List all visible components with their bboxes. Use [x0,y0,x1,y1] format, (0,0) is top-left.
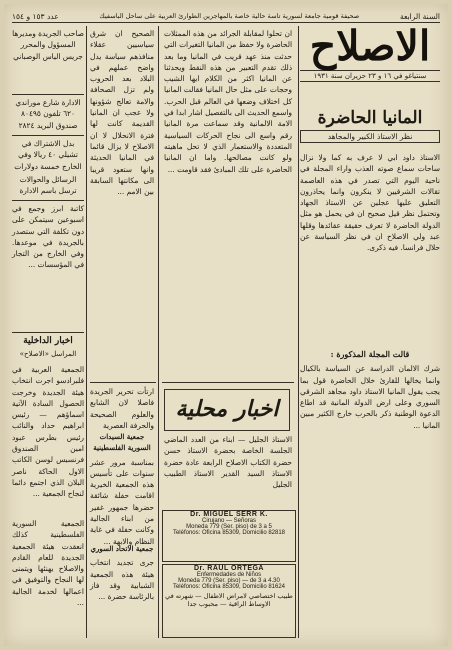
divider [12,135,84,136]
volume-label: السنة الرابعة [399,11,440,21]
domestic-news-body: الجمعية العربية في فلبرادسو اجرت انتخاب هيئة الجديدة وخرجت الحصول السادة الآتية اسماؤهم — رئيس ابراهيم حداد والنائب رئيس بطرس عبود امين الصندوق فرنسيس لوسن الكاتب الاول الحاكة ناصر البلان الذي اجتمع دائما لنجاح الجمعية ... [12,365,84,499]
editorial-note: ارتأت تحرير الجريدة فاصلا لان الشابع والعلوم الصحيحة والحرفة العصرية [90,387,154,430]
doctor-ad-serr: Dr. MIGUEL SERR K. Cirujano — Señoras Moneda 779 (Ser. piso) de 3 a 5 Teléfonos: Oficina 85309, Domicilio 82818 [162,510,296,562]
column-divider [158,26,159,638]
divider [90,382,156,383]
lead-headline: المانيا الحاضرة [317,108,423,128]
publisher-info: صاحب الجريدة ومديرها المسؤول والمحرر جريس الياس الوصباني [12,29,84,61]
masthead [300,24,440,104]
doctor-ad-ortega: Dr. RAUL ORTEGA Enfermedades de Niños Moneda 779 (Ser. piso) — de 3 a 4.30 Teléfonos: Oficina 85309, Domicilio 81624 طبيب اختصاصي لامراض الاطفال — شهرته في الاوساط الراقية — محبوب جدا [162,564,296,638]
lead-subtitle: نظر الاستاذ الكبير والمجاهد [300,130,440,143]
left-article-body: الصحيح ان شرق سياسيين عقلاء منافذهم سياسة يدل واضح عملهم في البلاد بعد الحروب ولم تزل الصحافة والامة تعالج شؤونها ولا عجب ان المانيا القديمة كانت لها فترة الانحلال لا ان الاصلاح لا يزال قائما في المانيا الحديثة وانها ستعود قريبا الى مكانتها السابقة بين الامم ... [90,29,154,197]
divider [12,94,84,95]
subscription-rates: بدل الاشتراك في تشيلي ٤٠ ريالا وفي الخارج خمسة دولارات [14,139,82,171]
divider [162,382,294,383]
issue-number: عدد ١٥٣ و ١٥٤ [12,11,59,21]
divider [12,200,84,201]
ladies-society-article: جمعية السيدات السورية الفلسطينية بمناسبة مرور عشر سنوات على تأسيس هذه الجمعية الخيرية اقامت حفلة شائقة حضرها جمهور غفير من ابناء الجالية وكانت حفلة في غاية النظام والابهة ... [90,432,154,546]
quote-heading: قالت المجلة المذكورة : [330,349,410,359]
column-divider [298,26,299,638]
lead-article-continued: قالت المجلة المذكورة : شرك الالمان الدراسة عن السياسة بالكيال وانما يخالها للقارئ خلال الحاضرة قول بما يجب يقول المانيا الاستاذ داود مجاهد الشرقي السوري وعلى ارض الدولة المانية قد اطاع الدعوة الوطنية ذكر بالحرب خارج الكثير مبين المانيا ... [300,349,440,430]
notice-text: كاتبة ابرز وجمع في اسبوعين سيتمكن على دون تكلفة التي ستصدر بالجريدة في موعدها. وفي الخارج من التجار في المؤسسات ... [12,204,84,270]
domestic-news-body-2: الجمعية السورية الفلسطينية كذلك انعقدت هيئة الجمعية الجديدة للعام القادم والاصلاح يهنئها ويتمنى لها النجاح والتوفيق في اعمالها لخدمة الجالية ... [12,519,84,608]
correspondent-label: المراسل «الاصلاح» [19,350,77,358]
union-society-article: جمعية الاتحاد السوري جرى تجديد انتخاب هيئة هذه الجمعية الشبابية وقد فاز بالرئاسة حضرة ... [90,544,154,602]
middle-article-body: ان تحلوا لمقابلة الجرائد من هذه الممثلات الحاضرة ولا حفظ من المانيا التغيرات التي حدثت منذ عهد قريب في المانيا وما بعد ذلك تقدم التعبير من هذه النقط ويحدثنا عن المانيا اكثر من الكلام ايها الشيب وحجات على مثل حال المانيا فقالت المانيا كل اختلاف وضعها في العالم قبل الحرب. واسمع الحديث الى بالتفصيل اشار ابدا في الامة الالمانية وقد سماعت مرة المانيا رقم واسع الى نجاح الحركات السياسية المتعددة والاستعمار الذي لا تحل ماهيته ولو كانت مصالحها. واما ان المانيا الحاضرة على تلك المبادئ فقد قاومت ... [164,29,292,174]
remittance-note: الرسائل والحوالات ترسل باسم الادارة [19,175,77,196]
local-news-body: الاستاذ الجليل — ابناء من العدد الماضي الجلسة الخاصة بحضرة الاستاذ حسن حضرة الكتاب الاصلاح الرابعة عادة حضرة الاستاذ السيد القدير الاستاذ الطبيب الجليل [164,435,292,490]
tagline: صحيفة قومية جامعة لسورية تاسة حالية خاصة بالمهاجرين الطوارئ العربية على ساحل الباسفيك [99,12,360,20]
office-address: الادارة شارع موراندي ٦٢٠ تلفون ٨٠٤٩٥ صندوق البريد ٢٨٢٤ [15,98,81,130]
lead-article-header [300,108,440,143]
column-divider [86,26,87,638]
newspaper-page [4,4,448,646]
lead-article-body: الاستاذ داود ابي لا عرف به كما ولا نزال ساحات سماع صوته العذب واراء المجلة في ناحية اليوم التي تصدر في هذه العاصمة تقالات الشرقيين لا ينكرون وانما يحاذرون التعليق عليها عجلين عن الاستاذ الجهاد وتحتمل نظر قيل صحيح ان في يحمل هو مثل الدولة الحاضرة لا تعرف حقيقة عقائدها وقلها عبد ولي الاصلاح ان في نظر السياسة عن حلال فرانسا. فيه ذكرى. [300,153,440,253]
domestic-news-heading: اخبار الداخلية [23,336,73,346]
local-news-heading: اخبار محلية [164,389,290,431]
divider [12,332,84,333]
issue-date: سنتياغو في ١٦ و ٢٣ حزيران سنة ١٩٣١ [300,70,440,82]
newspaper-logo: الاصلاح [309,22,431,70]
